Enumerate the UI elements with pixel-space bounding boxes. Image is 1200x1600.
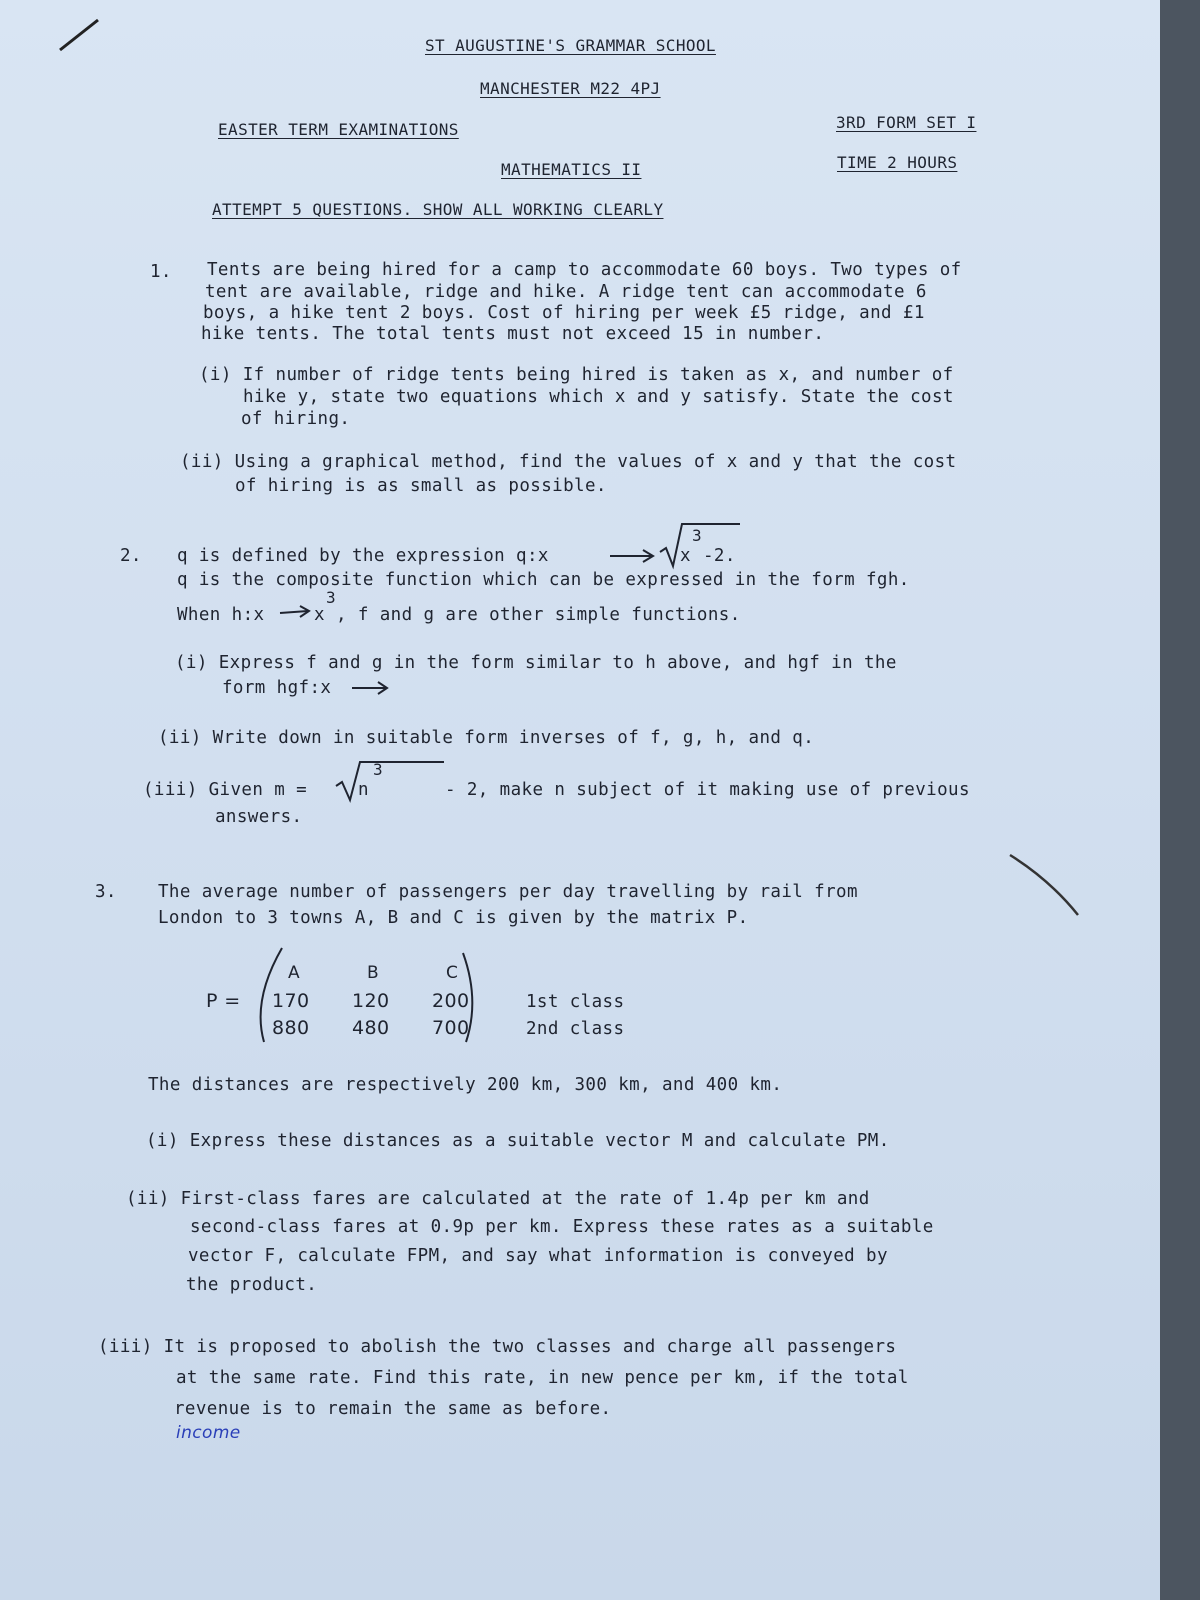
q3-part-iii: revenue is to remain the same as before. — [174, 1399, 612, 1419]
q2-part-iii: (iii) Given m = — [143, 780, 308, 800]
subject-title: MATHEMATICS II — [501, 160, 642, 179]
matrix-cell: 200 — [432, 990, 470, 1012]
q2-part-iii-rest: - 2, make n subject of it making use of previous — [445, 780, 970, 800]
matrix-cell: 170 — [272, 990, 310, 1012]
q2-part-i: (i) Express f and g in the form similar to h above, and hgf in the — [175, 653, 897, 673]
q1-line: hike tents. The total tents must not exceed 15 in number. — [201, 324, 825, 344]
q2-line3-x: x — [314, 605, 325, 625]
q2-root-exp: 3 — [692, 526, 703, 545]
q1-line: tent are available, ridge and hike. A ridge tent can accommodate 6 — [205, 282, 927, 302]
q2-number: 2. — [120, 546, 142, 566]
q3-part-ii: the product. — [186, 1275, 318, 1295]
staple-mark — [60, 20, 98, 50]
form-set: 3RD FORM SET I — [836, 113, 977, 132]
q1-line: boys, a hike tent 2 boys. Cost of hiring per week £5 ridge, and £1 — [203, 303, 925, 323]
q2-root-arg: x — [680, 546, 691, 566]
matrix-cell: 120 — [352, 990, 390, 1012]
q1-part-ii: (ii) Using a graphical method, find the values of x and y that the cost — [180, 452, 957, 472]
handwritten-note: income — [176, 1423, 241, 1443]
q2-part-iii-root-arg: n — [358, 780, 369, 800]
maps-to-arrow-icon — [610, 550, 653, 562]
matrix-col-a: A — [288, 963, 301, 983]
pencil-mark — [1010, 855, 1078, 915]
q2-line1: q is defined by the expression q:x — [177, 546, 549, 566]
matrix-col-b: B — [367, 963, 380, 983]
background-edge — [1160, 0, 1200, 1600]
time-allowed: TIME 2 HOURS — [837, 153, 958, 172]
q2-part-iii-cont: answers. — [215, 807, 303, 827]
matrix-row-label: 2nd class — [526, 1019, 625, 1039]
q1-part-ii: of hiring is as small as possible. — [235, 476, 607, 496]
q1-part-i: of hiring. — [241, 409, 351, 429]
q3-distances: The distances are respectively 200 km, 300 km, and 400 km. — [148, 1075, 783, 1095]
maps-to-arrow-icon — [280, 606, 309, 617]
matrix-col-c: C — [446, 963, 459, 983]
q2-line3: When h:x — [177, 605, 265, 625]
matrix-row-label: 1st class — [526, 992, 625, 1012]
q3-part-i: (i) Express these distances as a suitable vector M and calculate PM. — [146, 1131, 890, 1151]
q2-part-ii: (ii) Write down in suitable form inverses of f, g, h, and q. — [158, 728, 815, 748]
q2-part-iii-exp: 3 — [373, 760, 384, 779]
q1-part-i: (i) If number of ridge tents being hired is taken as x, and number of — [199, 365, 954, 385]
q3-part-iii: at the same rate. Find this rate, in new pence per km, if the total — [176, 1368, 909, 1388]
matrix-cell: 480 — [352, 1017, 390, 1039]
matrix-label: P = — [206, 990, 241, 1012]
exam-title: EASTER TERM EXAMINATIONS — [218, 120, 459, 139]
q3-part-ii: second-class fares at 0.9p per km. Express these rates as a suitable — [190, 1217, 934, 1237]
matrix-cell: 700 — [432, 1017, 470, 1039]
q2-line3-exp: 3 — [326, 588, 337, 607]
square-root-icon — [336, 762, 444, 800]
instructions: ATTEMPT 5 QUESTIONS. SHOW ALL WORKING CLEARLY — [212, 200, 664, 219]
maps-to-arrow-icon — [352, 682, 387, 694]
q1-number: 1. — [150, 262, 172, 282]
q3-part-ii: vector F, calculate FPM, and say what information is conveyed by — [188, 1246, 888, 1266]
q2-line2: q is the composite function which can be expressed in the form fgh. — [177, 570, 910, 590]
q3-number: 3. — [95, 882, 117, 902]
q3-part-ii: (ii) First-class fares are calculated at the rate of 1.4p per km and — [126, 1189, 870, 1209]
q1-part-i: hike y, state two equations which x and y satisfy. State the cost — [243, 387, 954, 407]
school-name: ST AUGUSTINE'S GRAMMAR SCHOOL — [425, 36, 716, 55]
q2-line3-rest: , f and g are other simple functions. — [336, 605, 741, 625]
matrix-left-bracket — [261, 948, 282, 1042]
q3-part-iii: (iii) It is proposed to abolish the two classes and charge all passengers — [98, 1337, 897, 1357]
q1-line: Tents are being hired for a camp to accommodate 60 boys. Two types of — [207, 260, 962, 280]
q3-line: London to 3 towns A, B and C is given by the matrix P. — [158, 908, 749, 928]
school-address: MANCHESTER M22 4PJ — [480, 79, 661, 98]
square-root-icon — [660, 524, 740, 566]
q3-line: The average number of passengers per day travelling by rail from — [158, 882, 858, 902]
q2-line1-end: -2. — [703, 546, 736, 566]
matrix-right-bracket — [463, 953, 472, 1042]
matrix-cell: 880 — [272, 1017, 310, 1039]
q2-part-i: form hgf:x — [222, 678, 332, 698]
